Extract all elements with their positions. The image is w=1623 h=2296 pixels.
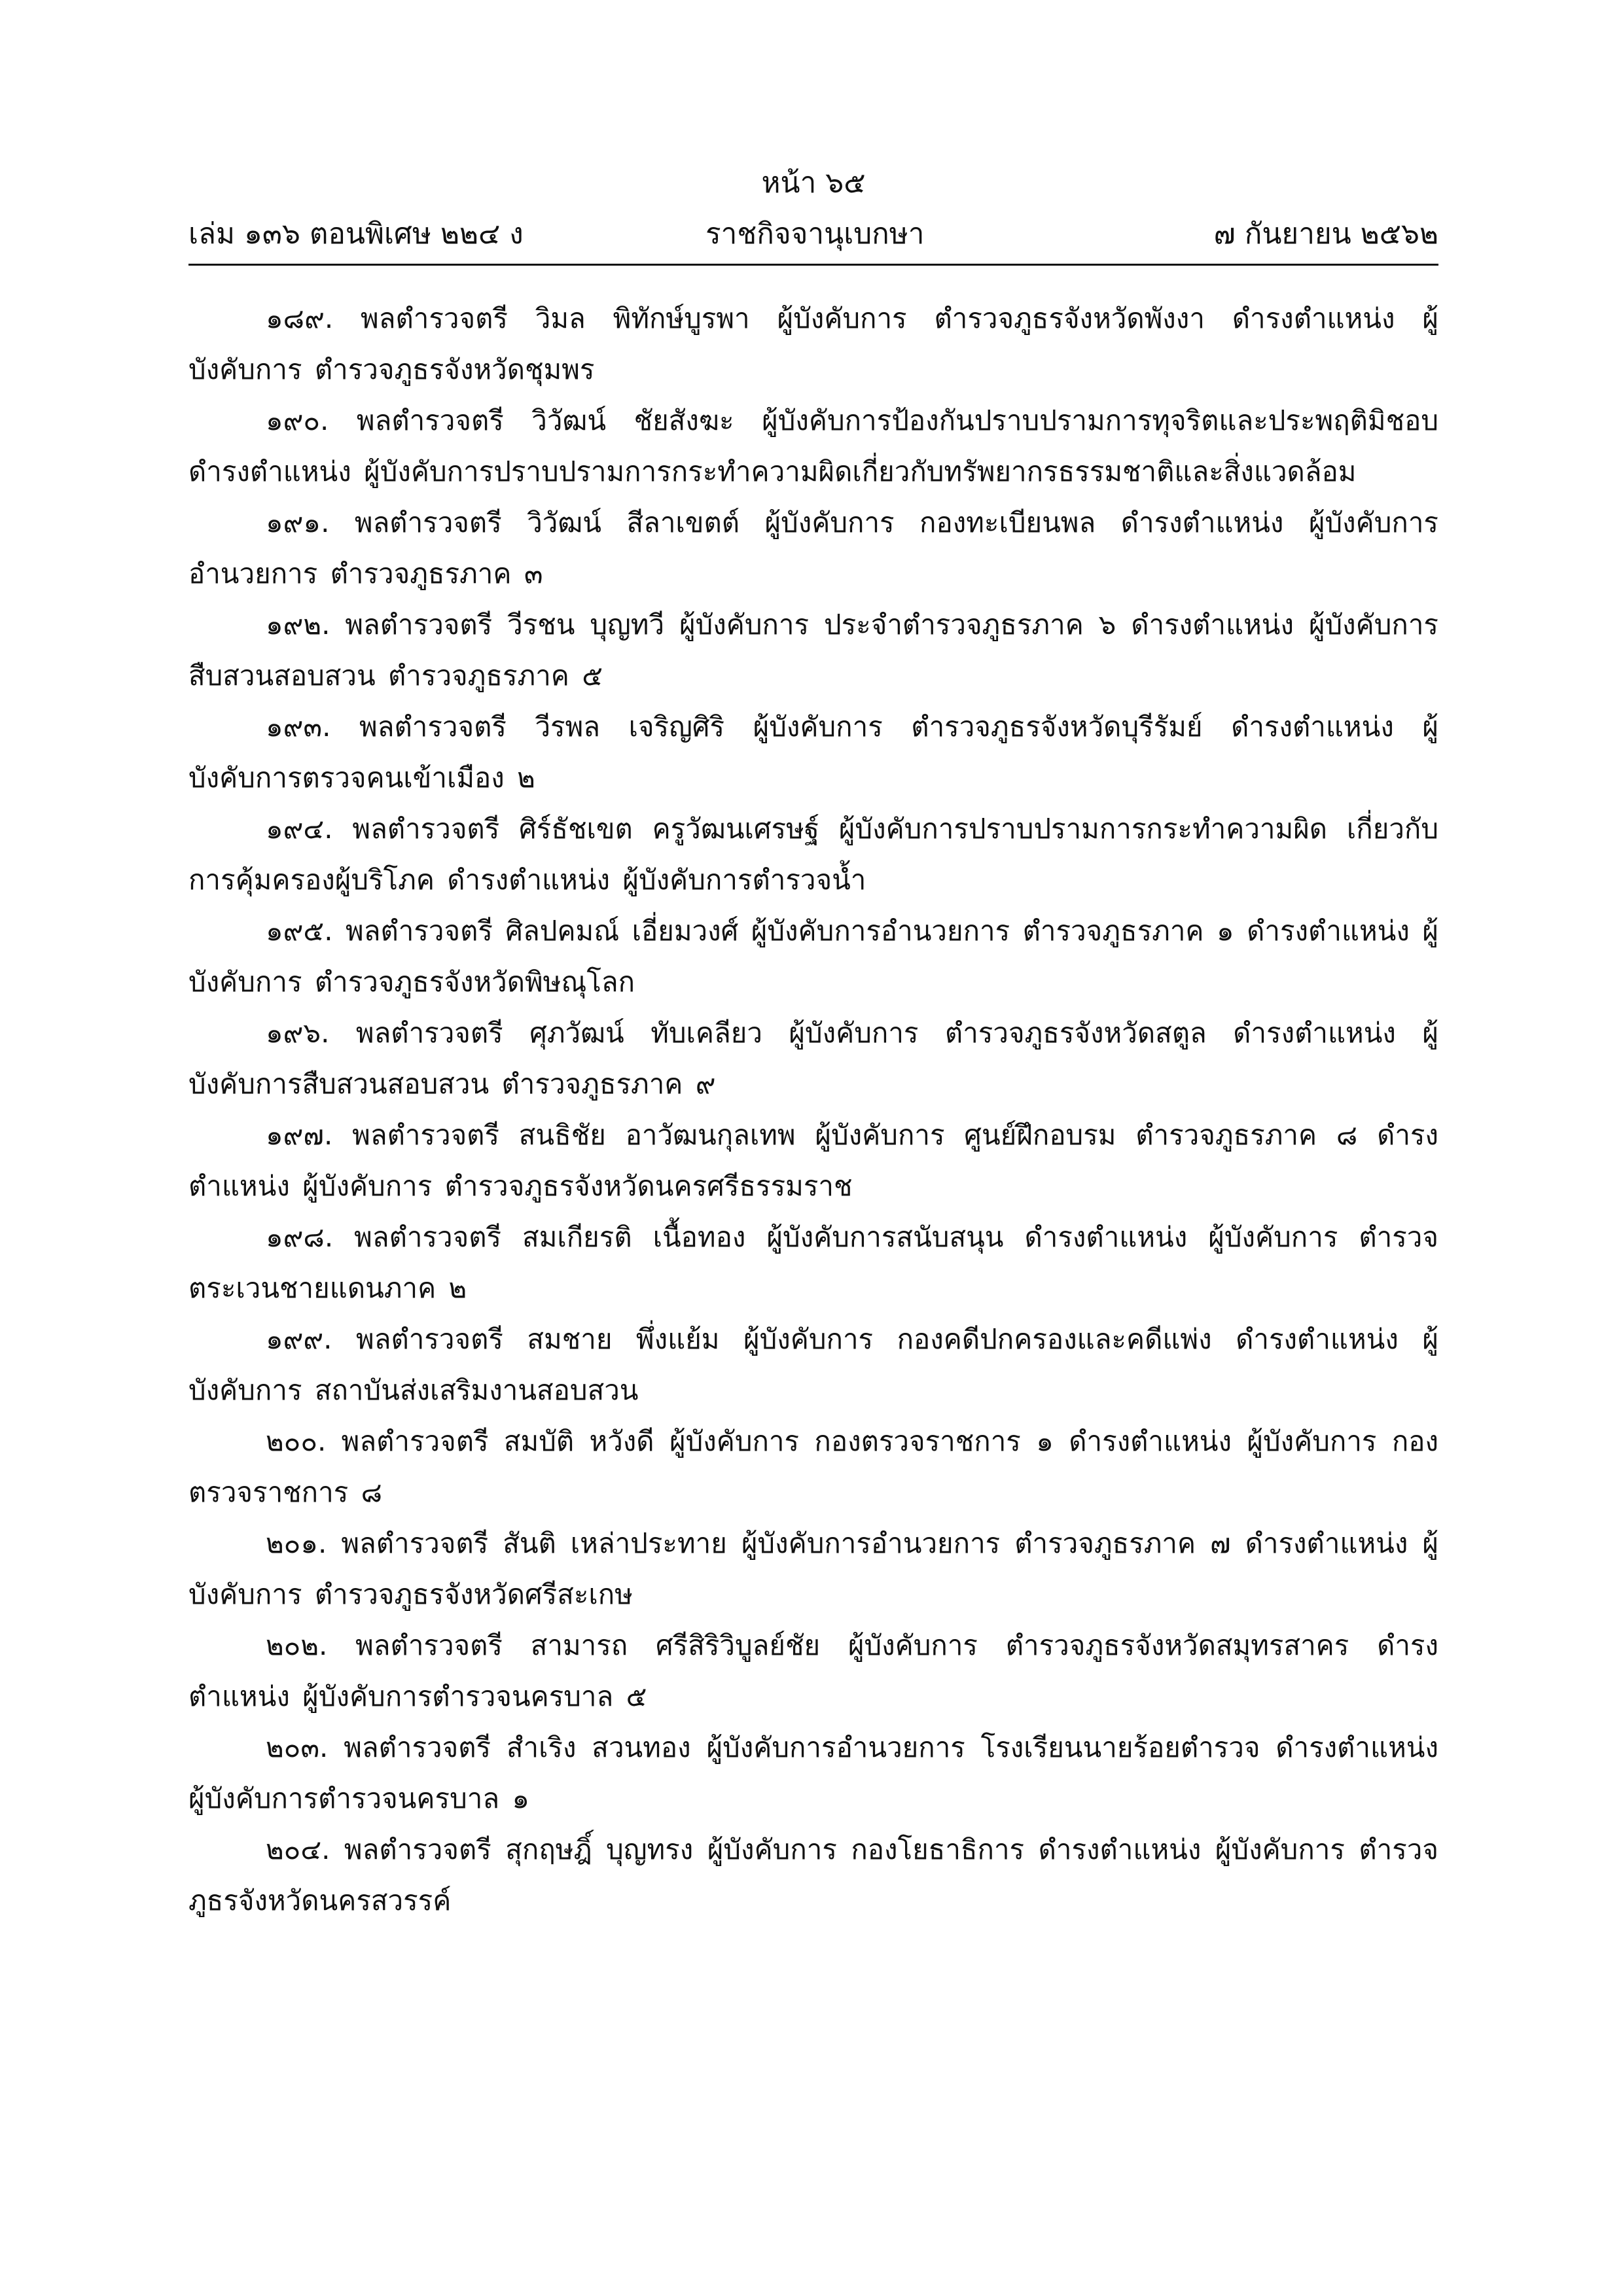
page-header [188, 164, 1438, 268]
header-divider [188, 264, 1438, 266]
gazette-title: ราชกิจจานุเบกษา [705, 217, 925, 251]
appointment-entry: ๑๙๘. พลตำรวจตรี สมเกียรติ เนื้อทอง ผู้บังคับการสนับสนุน ดำรงตำแหน่ง ผู้บังคับการ ตำรวจตระเวนชายแดนภาค ๒ [188, 1221, 1438, 1304]
appointment-entry: ๒๐๔. พลตำรวจตรี สุกฤษฎิ์ บุญทรง ผู้บังคับการ กองโยธาธิการ ดำรงตำแหน่ง ผู้บังคับการ ตำรวจภูธรจังหวัดนครสวรรค์ [188, 1833, 1438, 1916]
publication-date: ๗ กันยายน ๒๕๖๒ [1213, 217, 1438, 251]
appointment-entry: ๑๙๙. พลตำรวจตรี สมชาย พึ่งแย้ม ผู้บังคับการ กองคดีปกครองและคดีแพ่ง ดำรงตำแหน่ง ผู้บังคับการ สถาบันส่งเสริมงานสอบสวน [188, 1323, 1438, 1406]
appointment-entry: ๑๘๙. พลตำรวจตรี วิมล พิทักษ์บูรพา ผู้บังคับการ ตำรวจภูธรจังหวัดพังงา ดำรงตำแหน่ง ผู้บังคับการ ตำรวจภูธรจังหวัดชุมพร [188, 302, 1438, 385]
appointment-entry: ๑๙๑. พลตำรวจตรี วิวัฒน์ สีลาเขตต์ ผู้บังคับการ กองทะเบียนพล ดำรงตำแหน่ง ผู้บังคับการ อำนวยการ ตำรวจภูธรภาค ๓ [188, 506, 1438, 590]
appointment-entry: ๒๐๑. พลตำรวจตรี สันติ เหล่าประทาย ผู้บังคับการอำนวยการ ตำรวจภูธรภาค ๗ ดำรงตำแหน่ง ผู้บังคับการ ตำรวจภูธรจังหวัดศรีสะเกษ [188, 1527, 1438, 1610]
appointment-entry: ๒๐๐. พลตำรวจตรี สมบัติ หวังดี ผู้บังคับการ กองตรวจราชการ ๑ ดำรงตำแหน่ง ผู้บังคับการ กองตรวจราชการ ๘ [188, 1425, 1438, 1508]
document-body [188, 293, 1438, 1926]
appointment-entry: ๑๙๐. พลตำรวจตรี วิวัฒน์ ชัยสังฆะ ผู้บังคับการป้องกันปราบปรามการทุจริตและประพฤติมิชอบ ดำรงตำแหน่ง ผู้บังคับการปราบปรามการกระทำความผิดเกี่ยวกับทรัพยากรธรรมชาติและสิ่งแวดล้อม [188, 404, 1438, 487]
appointment-entry: ๑๙๕. พลตำรวจตรี ศิลปคมณ์ เอี่ยมวงศ์ ผู้บังคับการอำนวยการ ตำรวจภูธรภาค ๑ ดำรงตำแหน่ง ผู้บังคับการ ตำรวจภูธรจังหวัดพิษณุโลก [188, 915, 1438, 998]
volume-issue: เล่ม ๑๓๖ ตอนพิเศษ ๒๒๔ ง [188, 217, 524, 251]
appointment-entry: ๑๙๓. พลตำรวจตรี วีรพล เจริญศิริ ผู้บังคับการ ตำรวจภูธรจังหวัดบุรีรัมย์ ดำรงตำแหน่ง ผู้บังคับการตรวจคนเข้าเมือง ๒ [188, 711, 1438, 794]
appointment-entry: ๑๙๒. พลตำรวจตรี วีรชน บุญทวี ผู้บังคับการ ประจำตำรวจภูธรภาค ๖ ดำรงตำแหน่ง ผู้บังคับการสืบสวนสอบสวน ตำรวจภูธรภาค ๕ [188, 609, 1438, 692]
appointment-entry: ๑๙๖. พลตำรวจตรี ศุภวัฒน์ ทับเคลียว ผู้บังคับการ ตำรวจภูธรจังหวัดสตูล ดำรงตำแหน่ง ผู้บังคับการสืบสวนสอบสวน ตำรวจภูธรภาค ๙ [188, 1017, 1438, 1100]
appointment-entry: ๑๙๗. พลตำรวจตรี สนธิชัย อาวัฒนกุลเทพ ผู้บังคับการ ศูนย์ฝึกอบรม ตำรวจภูธรภาค ๘ ดำรงตำแหน่ง ผู้บังคับการ ตำรวจภูธรจังหวัดนครศรีธรรมราช [188, 1119, 1438, 1202]
page-number: หน้า ๖๕ [761, 166, 866, 200]
appointment-entry: ๒๐๒. พลตำรวจตรี สามารถ ศรีสิริวิบูลย์ชัย ผู้บังคับการ ตำรวจภูธรจังหวัดสมุทรสาคร ดำรงตำแหน่ง ผู้บังคับการตำรวจนครบาล ๕ [188, 1629, 1438, 1712]
appointment-entry: ๒๐๓. พลตำรวจตรี สำเริง สวนทอง ผู้บังคับการอำนวยการ โรงเรียนนายร้อยตำรวจ ดำรงตำแหน่ง ผู้บังคับการตำรวจนครบาล ๑ [188, 1731, 1438, 1814]
appointment-entry: ๑๙๔. พลตำรวจตรี ศิร์ธัชเขต ครูวัฒนเศรษฐ์ ผู้บังคับการปราบปรามการกระทำความผิด เกี่ยวกับการคุ้มครองผู้บริโภค ดำรงตำแหน่ง ผู้บังคับการตำรวจน้ำ [188, 813, 1438, 896]
